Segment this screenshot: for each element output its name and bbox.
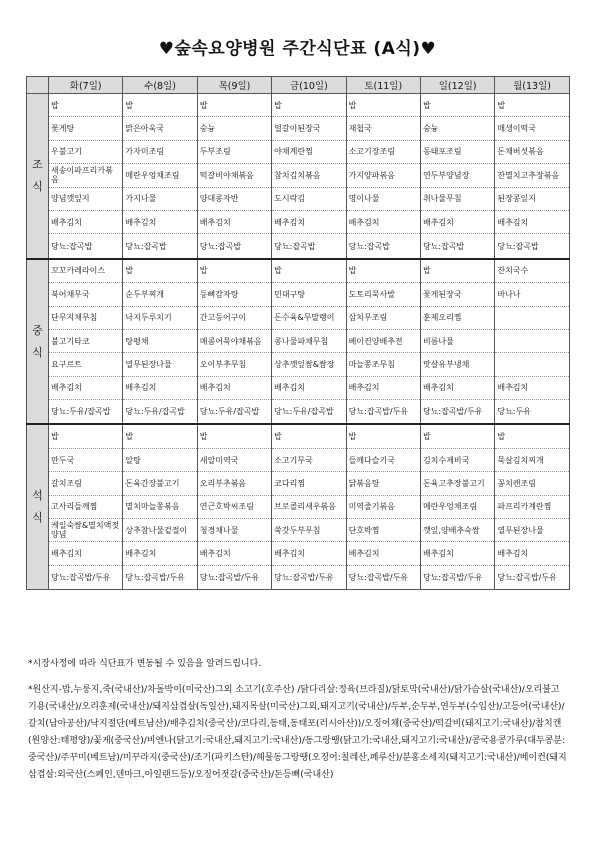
menu-item: 두부조림 (198, 141, 271, 164)
menu-item: 코다리찜 (272, 472, 345, 495)
menu-item: 밥 (347, 425, 420, 448)
header-corner (27, 77, 49, 94)
menu-item: 순두부찌개 (123, 283, 196, 306)
menu-item: 불고기타코 (49, 330, 122, 353)
menu-item: 배추김치 (272, 211, 345, 234)
menu-item: 케일숙쌈&멸치액젓양념 (49, 519, 122, 542)
menu-item: 브로콜리새우볶음 (272, 496, 345, 519)
menu-item: 돈육간장불고기 (123, 472, 196, 495)
menu-item: 떡갈비야채볶음 (198, 164, 271, 187)
menu-item: 단무지채무침 (49, 307, 122, 330)
menu-item: 당뇨:잡곡밥/두유 (125, 573, 185, 582)
menu-item: 도시락김 (272, 188, 345, 211)
day-cell (346, 259, 420, 425)
origin-notice: *원산지-밥,누룽지,죽(국내산)/차돌박이(미국산)그외 소고기(호주산) /닭다리살:정육(브라질)/닭토막(국내산)/닭가슴살(국내산)/오리불고기용(국내산)/오리훈제(국내산)/돼지삼겹살(독일산),돼지목살(미국산)그외,돼지고기(국내산)/두부,순두부,연두부(수입산)/고등어(국내산)/갈치(남아공산)/낙지절단(베트남산)/배추김치(중국산)/코다리,동태,동태포(러시아산))/오징어채(중국산)/떡갈비(돼지고기:국내산)/참치캔(원양산:태평양)/꽃게(중국산)/비엔나(닭고기:국내산,돼지고기:국내산)/동그랑땡(닭고기:국내산,돼지고기:국내산)/콩국용콩가루(대두콩분:중국산)/주꾸미(베트남)/미꾸라지(중국산)/조기(파키스탄)/해물동그랑땡(오징어:칠레산,페루산)/분홍소세지(돼지고기:국내산)/베이컨(돼지삼겹살:외국산(스페인,덴마크,아일랜드등)/오징어젓갈(중국산)/돈등뼈(국내산) (28, 685, 567, 780)
menu-item: 도토리묵사발 (347, 283, 420, 306)
day-cell (123, 94, 197, 259)
menu-item: 당뇨:두유/잡곡밥 (125, 407, 185, 417)
menu-item: 당뇨:두유/잡곡밥 (274, 407, 334, 417)
menu-item: 매콤어묵야채볶음 (198, 330, 271, 353)
menu-item: 간고등어구이 (198, 307, 271, 330)
menu-item: 꽃게탕 (49, 117, 122, 140)
menu-item: 숭늉 (421, 117, 494, 140)
menu-item: 당뇨:잡곡밥/두유 (199, 573, 260, 582)
menu-item: 만두국 (49, 449, 122, 472)
day-cell (420, 94, 494, 259)
menu-item: 당뇨:잡곡밥/두유 (497, 573, 557, 582)
menu-item: 당뇨:잡곡밥/두유 (422, 407, 483, 417)
menu-item: 밥 (198, 425, 271, 448)
menu-item: 가자미조림 (123, 141, 196, 164)
day-cell (495, 259, 569, 425)
day-cell (123, 424, 197, 589)
menu-item: 돈수육&무말랭이 (272, 307, 345, 330)
menu-item: 당뇨:잡곡밥/두유 (274, 573, 334, 582)
menu-item: 밥 (421, 260, 494, 283)
menu-item: 배추김치 (123, 377, 196, 400)
menu-item: 밥 (49, 425, 122, 448)
menu-item: 꽃게된장국 (421, 283, 494, 306)
menu-item: 연두부양념장 (421, 164, 494, 187)
menu-item: 배추김치 (495, 542, 568, 565)
menu-item: 밥 (272, 94, 345, 117)
day-cell (495, 94, 569, 259)
menu-item: 소고기무국 (272, 449, 345, 472)
menu-item: 열무된장나물 (495, 519, 568, 542)
menu-item: 미역줄기볶음 (347, 496, 420, 519)
menu-item: 밥 (272, 260, 345, 283)
menu-item: 당뇨:두유/잡곡밥 (199, 407, 260, 417)
menu-item: 열무된장나물 (123, 353, 196, 376)
menu-item: 콩나물파채무침 (272, 330, 345, 353)
day-cell (197, 94, 271, 259)
meal-row (27, 94, 570, 259)
menu-item: 북어채무국 (49, 283, 122, 306)
menu-item: 밥 (123, 425, 196, 448)
menu-item: 배추김치 (198, 211, 271, 234)
menu-item: 오리부추볶음 (198, 472, 271, 495)
menu-item: 당뇨:잡곡밥/두유 (348, 573, 409, 582)
menu-item: 배추김치 (272, 377, 345, 400)
menu-item: 매생이떡국 (495, 117, 568, 140)
menu-item: 훈제오리찜 (421, 307, 494, 330)
menu-item: 취나물무침 (421, 188, 494, 211)
menu-item: 배추김치 (49, 542, 122, 565)
page-title: ♥숲속요양병원 주간식단표 (A식)♥ (158, 39, 437, 59)
menu-item: 멸치마늘쫑볶음 (123, 496, 196, 519)
menu-item: 당뇨:잡곡밥 (274, 241, 316, 251)
menu-item: 파프리카계란찜 (495, 496, 568, 519)
menu-item: 배추김치 (421, 542, 494, 565)
day-cell (197, 259, 271, 425)
menu-item: 참치김치볶음 (272, 164, 345, 187)
day-header: 수(8일) (123, 77, 197, 94)
menu-item: 밥 (495, 94, 568, 117)
meal-label: 조 식 (27, 94, 49, 259)
menu-item: 꼬꼬카레라이스 (49, 260, 122, 283)
menu-item: 고사리들깨찜 (49, 496, 122, 519)
menu-item: 당뇨:잡곡밥/두유 (51, 573, 111, 582)
menu-item: 꽁치캔조림 (495, 472, 568, 495)
menu-item: 갈치조림 (49, 472, 122, 495)
meal-label: 중 식 (27, 259, 49, 425)
menu-item: 잔치국수 (495, 260, 568, 283)
menu-item: 당뇨:잡곡밥 (348, 241, 390, 251)
menu-item: 가지양파볶음 (347, 164, 420, 187)
menu-item: 양념깻잎지 (49, 188, 122, 211)
menu-item: 배추김치 (272, 542, 345, 565)
day-cell (346, 94, 420, 259)
menu-item: 돈육고추장불고기 (421, 472, 494, 495)
day-header: 일(12일) (420, 77, 494, 94)
menu-item: 숭늉 (198, 117, 271, 140)
menu-item: 당뇨:잡곡밥 (422, 241, 465, 251)
menu-item: 밥 (347, 94, 420, 117)
menu-item: 배추김치 (49, 211, 122, 234)
day-cell (346, 424, 420, 589)
menu-item: 들깨다슬기국 (347, 449, 420, 472)
menu-item: 잔멸치고추장볶음 (495, 164, 568, 187)
menu-item: 맑은아욱국 (123, 117, 196, 140)
menu-item: 얼갈이된장국 (272, 117, 345, 140)
menu-item: 당뇨:잡곡밥 (125, 241, 167, 251)
menu-item: 밥 (421, 425, 494, 448)
menu-item: 밥 (198, 94, 271, 117)
menu-item: 배추김치 (421, 211, 494, 234)
menu-item: 명이나물 (347, 188, 420, 211)
weekly-menu-table (26, 76, 570, 590)
day-header: 화(7일) (49, 77, 123, 94)
menu-item: 야채계란찜 (272, 141, 345, 164)
menu-item: 알탕 (123, 449, 196, 472)
menu-item: 맛살유부냉채 (421, 353, 494, 376)
menu-item: 당뇨:잡곡밥/두유 (348, 407, 409, 417)
menu-item: 청경채나물 (198, 519, 271, 542)
menu-item: 돈채버섯볶음 (495, 141, 568, 164)
menu-item: 요구르트 (49, 353, 122, 376)
menu-item: 베이컨양배추전 (347, 330, 420, 353)
menu-item: 등뼈감자탕 (198, 283, 271, 306)
day-header: 금(10일) (272, 77, 346, 94)
menu-item: 소고기장조림 (347, 141, 420, 164)
menu-item: 밥 (421, 94, 494, 117)
day-cell (272, 424, 346, 589)
menu-item: 밥 (123, 260, 196, 283)
menu-item: 메란우엉채조림 (123, 164, 196, 187)
menu-item: 배추김치 (495, 377, 568, 400)
menu-item: 연근호박씨조림 (198, 496, 271, 519)
day-cell (197, 424, 271, 589)
menu-item: 배추김치 (49, 377, 122, 400)
menu-item: 밥 (495, 425, 568, 448)
menu-item: 배추김치 (347, 211, 420, 234)
menu-item: 바나나 (495, 283, 568, 306)
menu-item: 민대구탕 (272, 283, 345, 306)
menu-item: 배추김치 (198, 542, 271, 565)
menu-item (495, 353, 568, 376)
menu-item: 묵살김치찌개 (495, 449, 568, 472)
menu-item: 배추김치 (495, 211, 568, 234)
menu-item: 밥 (272, 425, 345, 448)
menu-item: 밥 (49, 94, 122, 117)
menu-item: 밥 (198, 260, 271, 283)
day-cell (49, 94, 123, 259)
day-cell (272, 94, 346, 259)
menu-item: 상추참나물겉절이 (123, 519, 196, 542)
menu-item: 우불고기 (49, 141, 122, 164)
meal-row (27, 424, 570, 589)
menu-item: 당뇨:잡곡밥 (497, 241, 539, 251)
day-header: 토(11일) (346, 77, 420, 94)
menu-item: 배추김치 (198, 377, 271, 400)
day-header: 월(13일) (495, 77, 569, 94)
menu-item: 닭볶음탕 (347, 472, 420, 495)
menu-item (495, 330, 568, 353)
menu-item: 밥 (123, 94, 196, 117)
day-cell (123, 259, 197, 425)
menu-item: 양대콩자반 (198, 188, 271, 211)
day-cell (420, 424, 494, 589)
meal-label: 석 식 (27, 424, 49, 589)
menu-item: 배추김치 (123, 211, 196, 234)
menu-item: 배추김치 (347, 542, 420, 565)
menu-item: 당뇨:두유/잡곡밥 (51, 407, 111, 417)
menu-item: 깻잎,양배추숙쌈 (421, 519, 494, 542)
meal-row (27, 259, 570, 425)
menu-item: 당뇨:두유 (497, 407, 531, 417)
menu-item: 마늘쫑조무침 (347, 353, 420, 376)
menu-item: 김치수제비국 (421, 449, 494, 472)
menu-item: 가지나물 (123, 188, 196, 211)
menu-item: 동태포조림 (421, 141, 494, 164)
menu-item (495, 307, 568, 330)
menu-item: 당뇨:잡곡밥/두유 (422, 573, 483, 582)
menu-item: 된장콩잎지 (495, 188, 568, 211)
menu-item: 삼치무조림 (347, 307, 420, 330)
menu-item: 비름나물 (421, 330, 494, 353)
menu-item: 재첩국 (347, 117, 420, 140)
day-cell (272, 259, 346, 425)
menu-item: 당뇨:잡곡밥 (199, 241, 242, 251)
header-row (27, 77, 570, 94)
menu-item: 당뇨:잡곡밥 (51, 241, 93, 251)
menu-item: 배추김치 (421, 377, 494, 400)
day-cell (420, 259, 494, 425)
menu-item: 오이부추무침 (198, 353, 271, 376)
menu-item: 탕평채 (123, 330, 196, 353)
menu-item: 쑥갓두부무침 (272, 519, 345, 542)
day-header: 목(9일) (197, 77, 271, 94)
menu-item: 메란우엉채조림 (421, 496, 494, 519)
menu-item: 밥 (347, 260, 420, 283)
change-notice: *시장사정에 따라 식단표가 변동될 수 있음을 알려드립니다. (28, 659, 262, 669)
day-cell (495, 424, 569, 589)
menu-item: 배추김치 (123, 542, 196, 565)
menu-item: 낙지두루치기 (123, 307, 196, 330)
menu-item: 상추깻잎쌈&쌈장 (272, 353, 345, 376)
menu-item: 배추김치 (347, 377, 420, 400)
menu-item: 단호박찜 (347, 519, 420, 542)
menu-item: 새송이파프리카볶음 (49, 164, 122, 187)
day-cell (49, 259, 123, 425)
day-cell (49, 424, 123, 589)
menu-item: 새알미역국 (198, 449, 271, 472)
